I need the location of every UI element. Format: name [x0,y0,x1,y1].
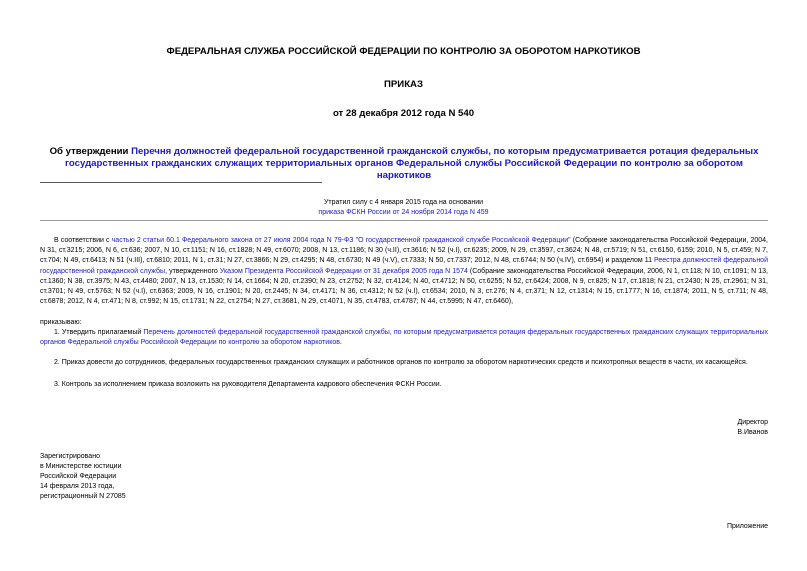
basis-order-link[interactable]: приказа ФСКН России от 24 ноября 2014 года N 459 [318,209,489,216]
document-type: ПРИКАЗ [384,79,423,90]
law-79fz-link[interactable]: частью 2 статьи 60.1 Федерального закона от 27 июля 2004 года N 79-ФЗ "О государственной гражданской службе Российской Федерации" [111,237,571,244]
agency-title: ФЕДЕРАЛЬНАЯ СЛУЖБА РОССИЙСКОЙ ФЕДЕРАЦИИ ПО КОНТРОЛЮ ЗА ОБОРОТОМ НАРКОТИКОВ [166,46,641,57]
orders-word: приказываю: [40,319,82,326]
presidential-decree-link[interactable]: Указом Президента Российской Федерации от 31 декабря 2005 года N 1574 [219,267,468,275]
registration-line-2: в Министерстве юстиции [40,463,122,470]
preamble-text-1: (Собрание законодательства Российской Федерации, 2004, N 31, ст.3215; 2006, N 6, ст.636; 2007, N 10, ст.1151; N 16, ст.1828; N 49, ст.6070; 2008, N 13, ст.1186; N 30 (ч.II), ст.3616; N 52 (ч.I), ст.6235; 2009, N 29, ст.3597, ст.3624; N 48, ст.5719; N 51, ст.6150, 6159; 2010, N 5, ст.459; N 7, ст.704; N 49, ст.6413; N 51 (ч.III), ст.6810; 2011, N 1, ст.31; N 27, ст.3866; N 29, ст.4295; N 48, ст.6730; N 49 (ч.V), ст.7333; N 50, ст.7337; 2012, N 48, ст.6744; N 50 (ч.IV), ст.6954) и разделом 11 [40,237,768,265]
registry-link[interactable]: Реестра должностей федеральной государственной гражданской службы [40,257,768,275]
preamble-paragraph [40,236,768,307]
item-1 [40,328,768,348]
preamble-intro: В соответствии с [54,237,112,244]
separator-long [40,220,768,221]
registration-line-5: регистрационный N 27085 [40,493,126,500]
registration-line-3: Российской Федерации [40,473,117,480]
signatory-title: Директор [737,419,768,426]
item-3: 3. Контроль за исполнением приказа возложить на руководителя Департамента кадрового обеспечения ФСКН России. [54,381,442,388]
subject-list-link[interactable]: Перечня должностей федеральной государственной гражданской службы, по которым предусматривается ротация федеральных государственных гражданских служащих территориальных органов Федеральной службы Российской Федерации по контролю за оборотом наркотиков [65,146,759,181]
document-date-number: от 28 декабря 2012 года N 540 [332,108,475,119]
signatory-name: В.Иванов [737,429,768,436]
separator-short [40,182,322,183]
document-subject [40,146,768,182]
item-1-prefix: 1. Утвердить прилагаемый [54,329,144,336]
subject-prefix: Об утверждении [49,146,132,157]
registration-line-1: Зарегистрировано [40,453,100,460]
registration-line-4: 14 февраля 2013 года, [40,483,115,490]
positions-list-link[interactable]: Перечень должностей федеральной государственной гражданской службы, по которым предусматривается ротация федеральных государственных гражданских служащих территориальных органов Федеральной службы Российской Федерации по контролю за оборотом наркотиков [40,329,768,347]
lost-force-note: Утратил силу с 4 января 2015 года на основании [323,199,484,206]
appendix-label: Приложение [726,523,768,530]
preamble-text-3: (Собрание законодательства Российской Федерации, 2006, N 1, ст.118; N 10, ст.1091; N 13, ст.1360; N 38, ст.3975; N 43, ст.4480; 2007, N 13, ст.1530; N 14, ст.1664; N 20, ст.2390; N 23, ст.2752; N 32, ст.4124; N 40, ст.4712; N 50, ст.6255; N 52, ст.6424; 2008, N 9, ст.825; N 17, ст.1818; N 21, ст.2430; N 25, ст.2961; N 31, ст.3701; N 49, ст.5763; N 52 (ч.I), ст.6363; 2009, N 16, ст.1901; N 20, ст.2445; N 34, ст.4171; N 36, ст.4312; N 52 (ч.I), ст.6534; 2010, N 3, ст.276; N 4, ст.371; N 12, ст.1314; N 15, ст.1777; N 16, ст.1874; 2011, N 5, ст.711; N 48, ст.6878; 2012, N 4, ст.471; N 8, ст.992; N 15, ст.1731; N 22, ст.2754; N 27, ст.3681, N 29, ст.4071, N 35, ст.4783, ст.4787; N 44, ст.5995; N 47, ст.6460), [40,267,768,306]
preamble-text-2: , утвержденного [165,267,220,275]
item-1-suffix: . [339,339,342,347]
item-2: 2. Приказ довести до сотрудников, федеральных государственных гражданских служащих и работников органов по контролю за оборотом наркотических средств и психотропных веществ в части, их касающейся. [54,359,748,366]
